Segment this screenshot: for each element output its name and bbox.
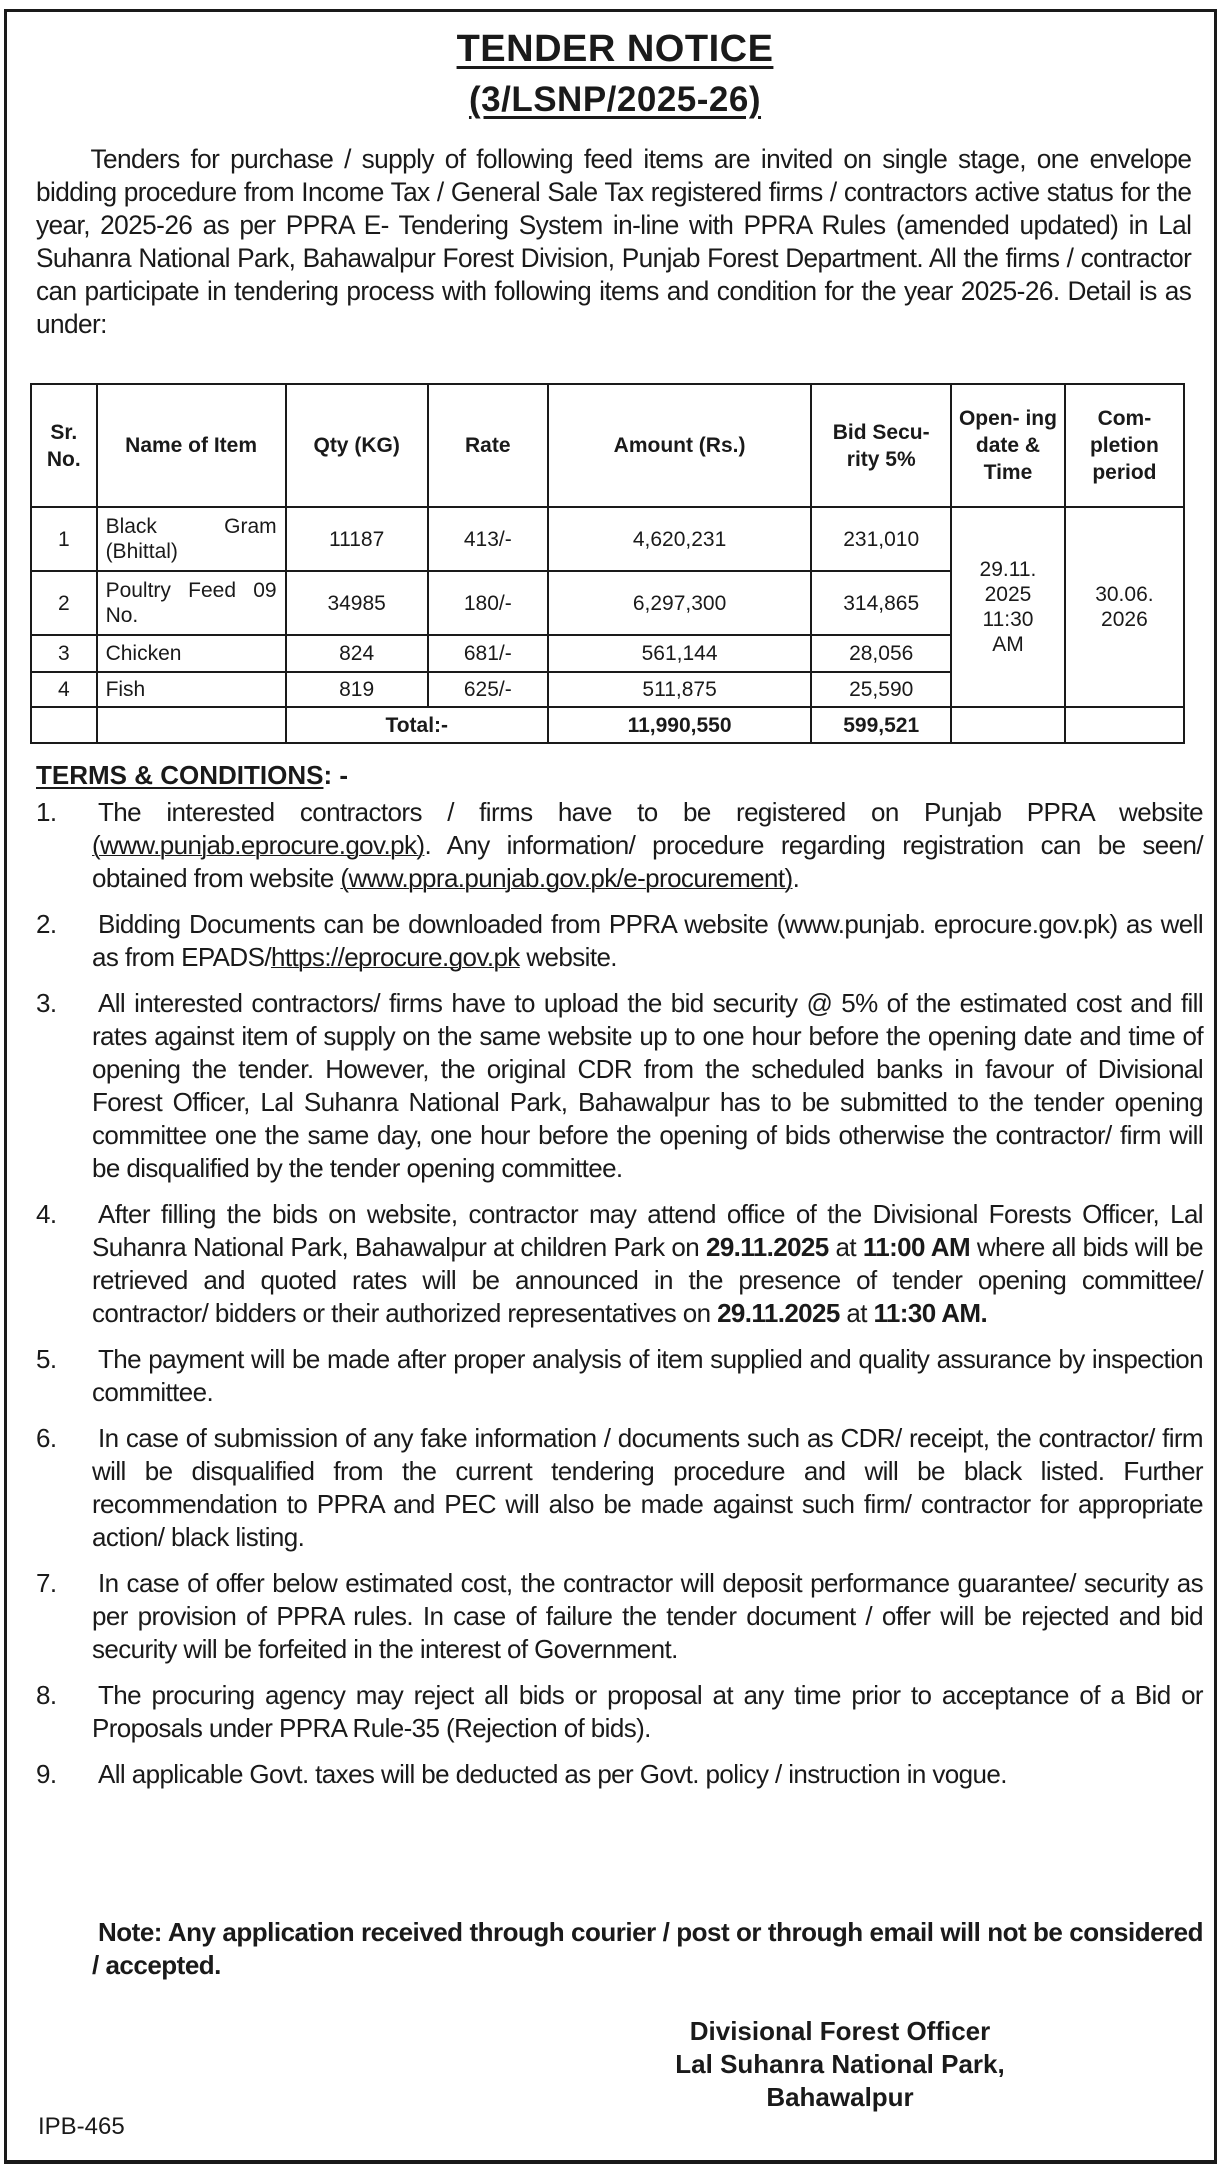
cell-rate: 625/- [428, 672, 548, 707]
cell-qty: 11187 [286, 507, 428, 571]
cell-completion-period: 30.06. 2026 [1065, 507, 1184, 707]
term-item-6 [36, 1422, 1203, 1554]
cell-rate: 180/- [428, 571, 548, 635]
term-text-part: . Any information/ procedure regarding registration can be seen/ obtained from website [92, 830, 1203, 893]
cell-empty [951, 707, 1065, 743]
reference-code: IPB-465 [38, 2113, 125, 2140]
term-text [92, 1198, 1203, 1330]
term-item-8 [36, 1679, 1203, 1745]
cell-sr: 4 [31, 672, 97, 707]
term-text: In case of offer below estimated cost, the contractor will deposit performance guarantee/ security as per provision of PPRA rules. In case of failure the tender document / offer will be rejected and bid security will be forfeited in the interest of Government. [92, 1568, 1203, 1664]
term-number: 2. [36, 909, 57, 939]
term-item-9 [36, 1758, 1203, 1791]
retrieval-time: 11:00 AM [862, 1232, 971, 1262]
cell-name: Fish [97, 672, 286, 707]
term-text [92, 796, 1203, 895]
term-text: All applicable Govt. taxes will be deducted as per Govt. policy / instruction in vogue. [98, 1759, 1007, 1789]
items-table [30, 383, 1185, 744]
opening-time: 11:30 AM. [873, 1298, 988, 1328]
col-rate: Rate [428, 384, 548, 507]
punjab-eprocure-link[interactable]: (www.punjab.eprocure.gov.pk) [92, 830, 425, 860]
cell-name: Black Gram (Bhittal) [97, 507, 286, 571]
term-text-part: . [792, 863, 800, 893]
cell-amount: 4,620,231 [548, 507, 811, 571]
signature-office: Lal Suhanra National Park, [675, 2049, 1005, 2079]
col-opening: Open- ing date & Time [951, 384, 1065, 507]
term-text: In case of submission of any fake information / documents such as CDR/ receipt, the contractor/ firm will be disqualified from the current tendering procedure and will be black listed. Further recommendation to PPRA and PEC will also be made against such firm/ contractor for appropriate action/ black listing. [92, 1423, 1203, 1552]
opening-date: 29.11.2025 [717, 1298, 840, 1328]
term-text-part: website. [519, 942, 617, 972]
col-name: Name of Item [97, 384, 286, 507]
cell-sr: 1 [31, 507, 97, 571]
term-text [92, 908, 1203, 974]
notice-title: TENDER NOTICE [456, 28, 774, 70]
cell-amount: 6,297,300 [548, 571, 811, 635]
epads-eprocure-link[interactable]: https://eprocure.gov.pk [270, 942, 520, 972]
cell-name: Poultry Feed 09 No. [97, 571, 286, 635]
term-text: The procuring agency may reject all bids or proposal at any time prior to acceptance of a Bid or Proposals under PPRA Rule-35 (Rejection of bids). [92, 1680, 1203, 1743]
cell-bid-security: 314,865 [811, 571, 951, 635]
term-item-7 [36, 1567, 1203, 1666]
term-item-1 [36, 796, 1203, 895]
retrieval-date: 29.11.2025 [705, 1232, 829, 1262]
terms-heading-suffix: : - [323, 760, 348, 790]
signature-block [560, 2015, 1120, 2114]
tender-reference: (3/LSNP/2025-26) [468, 80, 762, 119]
col-completion: Com- pletion period [1065, 384, 1184, 507]
term-text-part: at [839, 1298, 874, 1328]
term-text-part: The interested contractors / firms have to be registered on Punjab PPRA website [98, 797, 1203, 827]
col-sr: Sr. No. [31, 384, 97, 507]
cell-qty: 824 [286, 635, 428, 672]
total-label: Total:- [286, 707, 548, 743]
ppra-eprocurement-link[interactable]: (www.ppra.punjab.gov.pk/e-procurement) [340, 863, 793, 893]
term-number: 5. [36, 1344, 57, 1374]
signature-city: Bahawalpur [766, 2082, 914, 2112]
table-header-row [31, 384, 1184, 507]
cell-qty: 34985 [286, 571, 428, 635]
cell-empty [31, 707, 97, 743]
cell-amount: 561,144 [548, 635, 811, 672]
cell-bid-security: 231,010 [811, 507, 951, 571]
term-text-part: After filling the bids on website, contractor may attend office of the Divisional Forests Officer, Lal Suhanra National Park, Bahawalpur at children Park on [92, 1199, 1203, 1262]
term-number: 7. [36, 1568, 57, 1598]
signature-title: Divisional Forest Officer [689, 2016, 991, 2046]
cell-name: Chicken [97, 635, 286, 672]
total-bid-security: 599,521 [811, 707, 951, 743]
cell-bid-security: 25,590 [811, 672, 951, 707]
term-item-4 [36, 1198, 1203, 1330]
terms-heading-text: TERMS & CONDITIONS [36, 760, 324, 790]
term-number: 6. [36, 1423, 57, 1453]
term-number: 8. [36, 1680, 57, 1710]
term-text: The payment will be made after proper analysis of item supplied and quality assurance by inspection committee. [92, 1344, 1203, 1407]
term-text: All interested contractors/ firms have to upload the bid security @ 5% of the estimated cost and fill rates against item of supply on the same website up to one hour before the opening date and time of opening the tender. However, the original CDR from the scheduled banks in favour of Divisional Forest Officer, Lal Suhanra National Park, Bahawalpur has to be submitted to the tender opening committee one the same day, one hour before the opening of bids otherwise the contractor/ firm will be disqualified by the tender opening committee. [92, 988, 1203, 1183]
term-number: 4. [36, 1199, 57, 1229]
cell-bid-security: 28,056 [811, 635, 951, 672]
cell-rate: 413/- [428, 507, 548, 571]
cell-rate: 681/- [428, 635, 548, 672]
table-total-row [31, 707, 1184, 743]
terms-heading [36, 760, 348, 791]
col-bid-security: Bid Secu- rity 5% [811, 384, 951, 507]
term-number: 1. [36, 797, 57, 827]
cell-amount: 511,875 [548, 672, 811, 707]
col-qty: Qty (KG) [286, 384, 428, 507]
cell-sr: 3 [31, 635, 97, 672]
term-text-part: at [828, 1232, 863, 1262]
cell-qty: 819 [286, 672, 428, 707]
term-number: 9. [36, 1759, 57, 1789]
term-text-part: where all bids will be retrieved and quoted rates will be announced in the presence of tender opening committee/ contractor/ bidders or their authorized representatives on [92, 1232, 1203, 1328]
terms-list [36, 796, 1203, 1804]
table-row [31, 507, 1184, 571]
intro-paragraph: Tenders for purchase / supply of following feed items are invited on single stage, one envelope bidding procedure from Income Tax / General Sale Tax registered firms / contractors active status for the year, 2025-26 as per PPRA E- Tendering System in-line with PPRA Rules (amended updated) in Lal Suhanra National Park, Bahawalpur Forest Division, Punjab Forest Department. All the firms / contractor can participate in tendering process with following items and condition for the year 2025-26. Detail is as under: [36, 144, 1192, 339]
term-item-3 [36, 987, 1203, 1185]
col-amount: Amount (Rs.) [548, 384, 811, 507]
cell-empty [1065, 707, 1184, 743]
cell-empty [97, 707, 286, 743]
term-item-2 [36, 908, 1203, 974]
cell-opening-date: 29.11. 2025 11:30 AM [951, 507, 1065, 707]
term-item-5 [36, 1343, 1203, 1409]
term-number: 3. [36, 988, 57, 1018]
total-amount: 11,990,550 [548, 707, 811, 743]
note-text: Note: Any application received through courier / post or through email will not be considered / accepted. [92, 1917, 1203, 1980]
term-text-part: Bidding Documents can be downloaded from PPRA website (www.punjab. eprocure.gov.pk) as well as from EPADS/ [92, 909, 1203, 972]
cell-sr: 2 [31, 571, 97, 635]
